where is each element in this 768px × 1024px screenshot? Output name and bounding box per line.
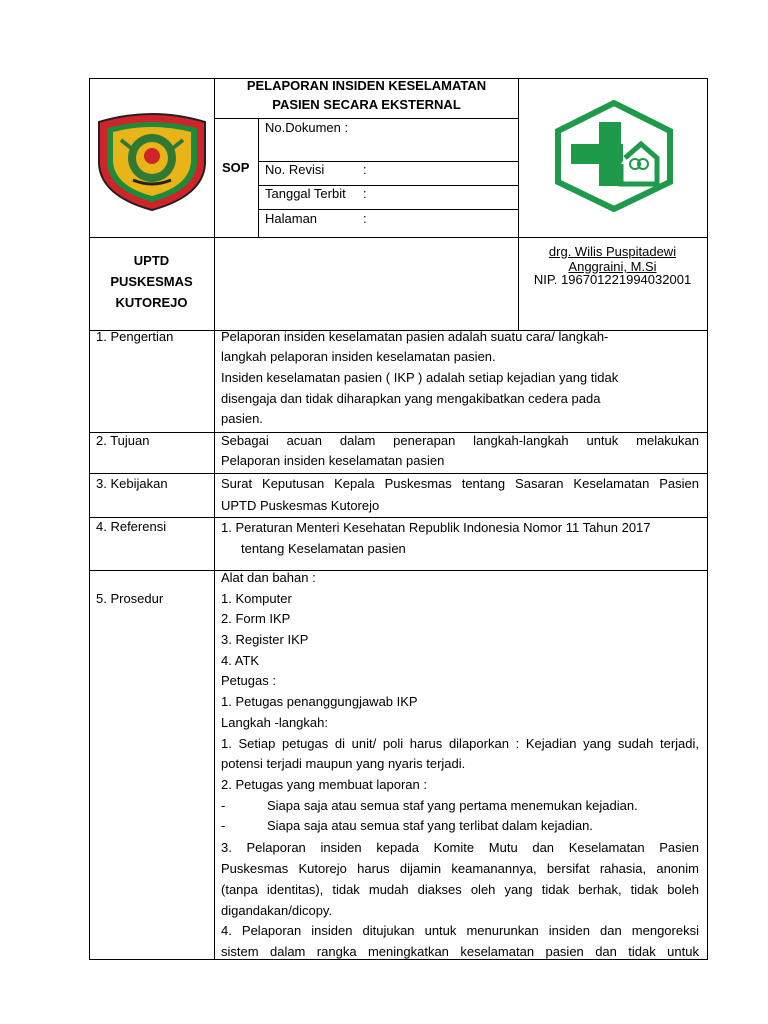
column-divider-1: [214, 78, 215, 960]
sop-label: SOP: [222, 160, 250, 175]
prosedur-dash: -: [221, 798, 226, 813]
pengertian-line: Pelaporan insiden keselamatan pasien adalah suatu cara/ langkah-: [221, 329, 609, 344]
unit-name-line3: KUTOREJO: [115, 295, 188, 310]
signer-nip: NIP. 196701221994032001: [533, 272, 692, 287]
prosedur-line: Puskesmas Kutorejo harus dijamin keamanannya, bersifat rahasia, anonim: [221, 861, 699, 876]
referensi-line: tentang Keselamatan pasien: [241, 541, 406, 556]
prosedur-line: Siapa saja atau semua staf yang terlibat dalam kejadian.: [267, 818, 593, 833]
issue-date-label: Tanggal Terbit: [265, 186, 346, 201]
prosedur-line: 1. Setiap petugas di unit/ poli harus dilaporkan : Kejadian yang sudah terjadi,: [221, 736, 699, 751]
revision-colon: :: [363, 162, 367, 177]
section-label-referensi: 4. Referensi: [96, 519, 167, 534]
table-border-right: [707, 78, 708, 960]
pengertian-line: langkah pelaporan insiden keselamatan pasien.: [221, 349, 496, 364]
prosedur-line: Siapa saja atau semua staf yang pertama menemukan kejadian.: [267, 798, 638, 813]
prosedur-line: 3. Register IKP: [221, 632, 309, 647]
tujuan-line: Sebagai acuan dalam penerapan langkah-langkah untuk melakukan: [221, 433, 699, 448]
prosedur-line: 3. Pelaporan insiden kepada Komite Mutu dan Keselamatan Pasien: [221, 840, 699, 855]
row-divider-referensi: [89, 570, 708, 571]
row-divider-kebijakan: [89, 517, 708, 518]
document-title-line1: PELAPORAN INSIDEN KESELAMATAN: [246, 78, 487, 93]
table-border-left: [89, 78, 90, 960]
sop-divider: [258, 118, 259, 237]
doc-number-label: No.Dokumen :: [265, 120, 349, 135]
section-label-pengertian: 1. Pengertian: [96, 329, 174, 344]
unit-name-line1: UPTD: [133, 253, 170, 268]
revision-label: No. Revisi: [265, 162, 325, 177]
header-divider: [89, 237, 708, 238]
prosedur-line: 2. Petugas yang membuat laporan :: [221, 777, 427, 792]
prosedur-line: 1. Komputer: [221, 591, 292, 606]
prosedur-line: potensi terjadi maupun yang nyaris terjadi.: [221, 756, 466, 771]
pengertian-line: pasien.: [221, 411, 263, 426]
column-divider-2: [518, 78, 519, 330]
pengertian-line: disengaja dan tidak diharapkan yang mengakibatkan cedera pada: [221, 391, 601, 406]
issue-date-colon: :: [363, 186, 367, 201]
prosedur-line: Petugas :: [221, 673, 276, 688]
date-row-divider: [258, 209, 519, 210]
section-label-prosedur: 5. Prosedur: [96, 591, 164, 606]
section-label-tujuan: 2. Tujuan: [96, 433, 150, 448]
document-title-line2: PASIEN SECARA EKSTERNAL: [272, 97, 461, 112]
referensi-line: 1. Peraturan Menteri Kesehatan Republik Indonesia Nomor 11 Tahun 2017: [221, 520, 651, 535]
kebijakan-line: UPTD Puskesmas Kutorejo: [221, 498, 380, 513]
tujuan-line: Pelaporan insiden keselamatan pasien: [221, 453, 445, 468]
regency-crest-logo: [93, 108, 211, 215]
prosedur-line: 4. ATK: [221, 653, 260, 668]
prosedur-line: 1. Petugas penanggungjawab IKP: [221, 694, 418, 709]
prosedur-line: digandakan/dicopy.: [221, 903, 333, 918]
section-label-kebijakan: 3. Kebijakan: [96, 476, 168, 491]
prosedur-dash: -: [221, 818, 226, 833]
puskesmas-cross-logo: [553, 100, 675, 215]
prosedur-line: Langkah -langkah:: [221, 715, 328, 730]
prosedur-line: 2. Form IKP: [221, 611, 291, 626]
prosedur-line: 4. Pelaporan insiden ditujukan untuk menurunkan insiden dan mengoreksi: [221, 923, 699, 938]
signer-name-line2: Anggraini, M.Si: [568, 259, 657, 274]
title-divider: [214, 118, 519, 119]
signer-name-line1: drg. Wilis Puspitadewi: [548, 244, 677, 259]
kebijakan-line: Surat Keputusan Kepala Puskesmas tentang Sasaran Keselamatan Pasien: [221, 476, 699, 491]
page-colon: :: [363, 211, 367, 226]
prosedur-line: Alat dan bahan :: [221, 570, 316, 585]
pengertian-line: Insiden keselamatan pasien ( IKP ) adalah setiap kejadian yang tidak: [221, 370, 619, 385]
prosedur-line: sistem dalam rangka meningkatkan keselamatan pasien dan tidak untuk: [221, 944, 699, 959]
row-divider-tujuan: [89, 473, 708, 474]
page-label: Halaman: [265, 211, 318, 226]
prosedur-line: (tanpa identitas), tidak mudah diakses oleh yang tidak berhak, tidak boleh: [221, 882, 699, 897]
unit-name-line2: PUSKESMAS: [110, 274, 193, 289]
